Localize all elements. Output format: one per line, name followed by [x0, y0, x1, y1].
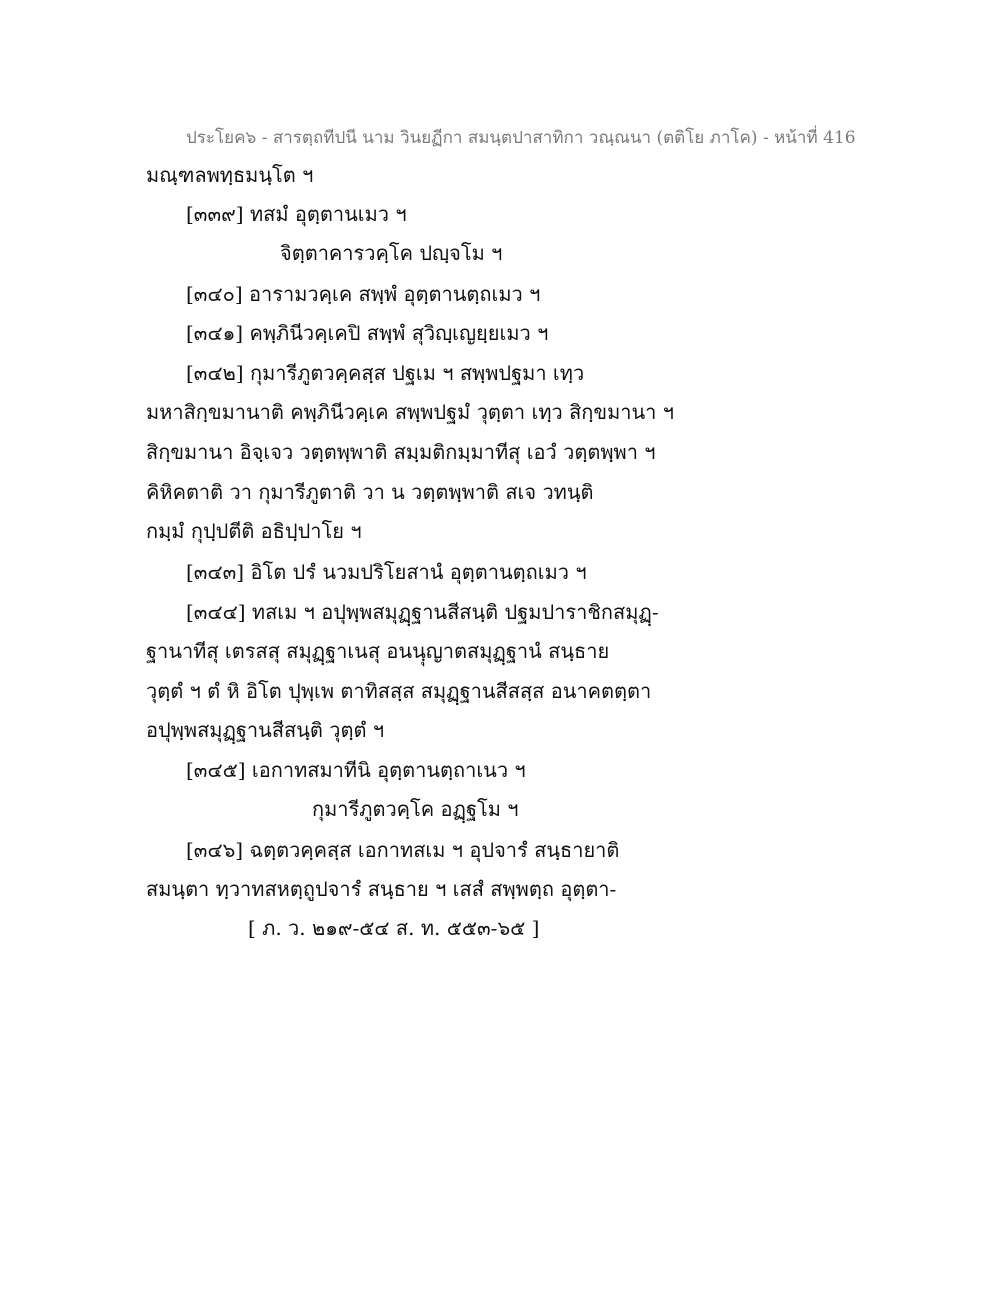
text-line: [๓๔๓] อิโต ปรํ นวมปริโยสานํ อุตฺตานตฺถเมว ฯ [186, 560, 587, 584]
text-line: สมนฺตา ทฺวาทสหตฺถูปจารํ สนฺธาย ฯ เสสํ สพฺพตฺถ อุตฺตา- [146, 877, 617, 901]
text-line: มณฺฑลพทฺธมนฺโต ฯ [146, 163, 314, 187]
chapter-end-line: กุมารีภูตวคฺโค อฏฺฐโม ฯ [312, 797, 519, 821]
text-line: [๓๔๖] ฉตฺตวคฺคสฺส เอกาทสเม ฯ อุปจารํ สนฺธายาติ [186, 838, 620, 862]
text-line: สิกฺขมานา อิจฺเจว วตฺตพฺพาติ สมฺมติกมฺมาทีสุ เอวํ วตฺตพฺพา ฯ [146, 440, 656, 464]
text-line: ฐานาทีสุ เตรสสุ สมุฏฺฐาเนสุ อนนฺุญาตสมุฏฺฐานํ สนฺธาย [146, 639, 610, 663]
text-line: อปุพฺพสมุฏฺฐานสีสนฺติ วุตฺตํ ฯ [146, 718, 385, 742]
text-line: กมฺมํ กุปฺปตีติ อธิปฺปาโย ฯ [146, 519, 362, 543]
text-line: วุตฺตํ ฯ ตํ หิ อิโต ปุพฺเพ ตาทิสสฺส สมุฏฺฐานสีสสฺส อนาคตตฺตา [146, 679, 652, 703]
text-line: คิหิคตาติ วา กุมารีภูตาติ วา น วตฺตพฺพาติ สเจ วทนฺติ [146, 480, 594, 504]
text-line: [๓๔๒] กุมารีภูตวคฺคสฺส ปฐเม ฯ สพฺพปฐมา เทฺว [186, 361, 585, 385]
text-line: [๓๔๐] อารามวคฺเค สพฺพํ อุตฺตานตฺถเมว ฯ [186, 282, 541, 306]
text-line: [๓๔๕] เอกาทสมาทีนิ อุตฺตานตฺถาเนว ฯ [186, 758, 526, 782]
page-header: ประโยค๖ - สารตฺถทีปนี นาม วินยฏีกา สมนฺตปาสาทิกา วณฺณนา (ตติโย ภาโค) - หน้าที่ 416 [186, 128, 856, 148]
chapter-end-line: จิตฺตาคารวคฺโค ปญฺจโม ฯ [280, 241, 503, 265]
page-reference: [ ภ. ว. ๒๑๙-๕๔ ส. ท. ๕๕๓-๖๕ ] [248, 916, 540, 940]
text-line: มหาสิกฺขมานาติ คพฺภินีวคฺเค สพฺพปฐมํ วุตฺตา เทฺว สิกฺขมานา ฯ [146, 400, 674, 424]
text-line: [๓๓๙] ทสมํ อุตฺตานเมว ฯ [186, 202, 407, 226]
text-line: [๓๔๔] ทสเม ฯ อปุพฺพสมุฏฺฐานสีสนฺติ ปฐมปาราชิกสมุฏฺ- [186, 600, 659, 624]
text-line: [๓๔๑] คพฺภินีวคฺเคปิ สพฺพํ สุวิญฺเญยฺยเมว ฯ [186, 321, 549, 345]
